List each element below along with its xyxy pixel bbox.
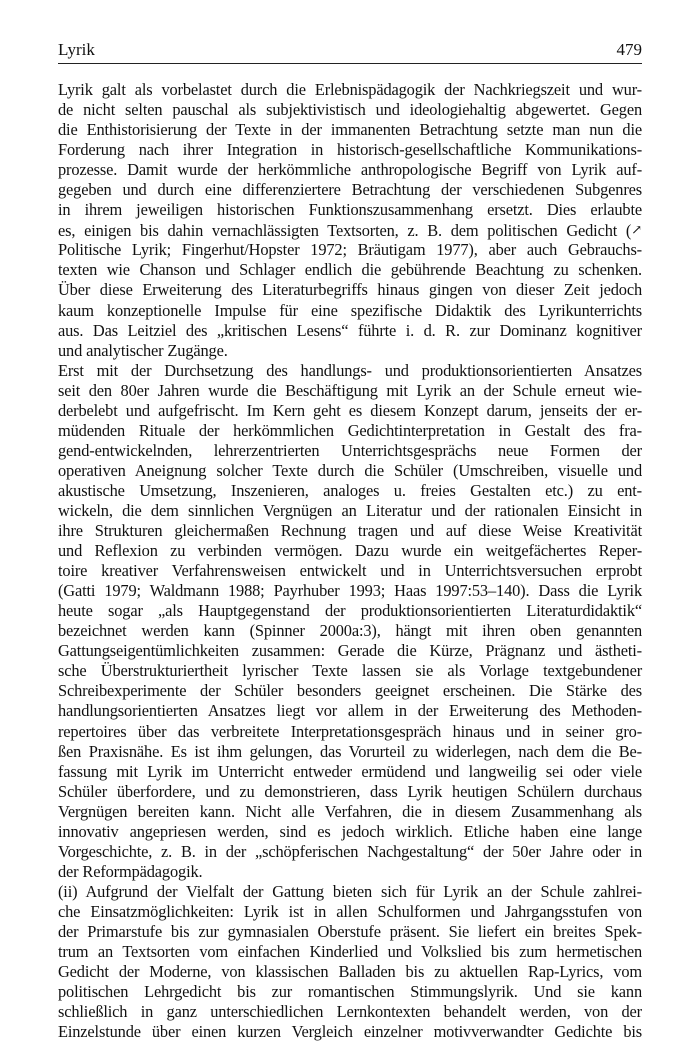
text-line	[58, 962, 642, 982]
line-text: schließlich in ganz unterschiedlichen Lernkontexten behandelt werden, von der	[58, 1002, 642, 1022]
text-line	[58, 882, 642, 902]
line-text: Erst mit der Durchsetzung des handlungs- und produktionsorientierten Ansatzes	[58, 360, 642, 380]
line-text: Über diese Erweiterung des Literaturbegriffs hinaus gingen von dieser Zeit jedoch	[58, 280, 642, 300]
line-text: der Reformpädagogik.	[58, 861, 203, 881]
line-text: heute sogar „als Hauptgegenstand der produktionsorientierten Literaturdidaktik“	[58, 601, 642, 621]
line-text: seit den 80er Jahren wurde die Beschäftigung mit Lyrik an der Schule erneut wie-	[58, 380, 642, 400]
line-text: gend-entwickelnden, lehrerzentrierten Unterrichtsgesprächs neue Formen der	[58, 440, 642, 460]
line-text: handlungsorientierten Ansatzes liegt vor allem in der Erweiterung des Methoden-	[58, 701, 642, 721]
line-text: gegeben und durch eine differenziertere Betrachtung der verschiedenen Subgenres	[58, 180, 642, 200]
text-line	[58, 922, 642, 942]
line-text: ßen Praxisnähe. Es ist ihm gelungen, das Vorurteil zu widerlegen, nach dem die Be-	[58, 741, 642, 761]
text-line	[58, 1022, 642, 1042]
text-line	[58, 742, 642, 762]
text-line	[58, 701, 642, 721]
line-text: Politische Lyrik; Fingerhut/Hopster 1972; Bräutigam 1977), aber auch Gebrauchs-	[58, 240, 642, 260]
line-text: de nicht selten pauschal als subjektivistisch und ideologiehaltig abgewertet. Gegen	[58, 100, 642, 120]
text-line	[58, 321, 642, 341]
text-line	[58, 982, 642, 1002]
text-line	[58, 621, 642, 641]
body-text	[58, 80, 642, 1042]
line-text: kaum konzeptionelle Impulse für eine spezifische Didaktik des Lyrikunterrichts	[58, 300, 642, 320]
line-text: repertoires über das verbreitete Interpretationsgespräch hinaus und in seiner gro-	[58, 721, 642, 741]
text-line	[58, 541, 642, 561]
text-line	[58, 521, 642, 541]
text-line	[58, 762, 642, 782]
text-line	[58, 862, 642, 882]
book-page	[58, 40, 642, 1042]
line-text: ihre Strukturen gleichermaßen Rechnung tragen und auf diese Weise Kreativität	[58, 521, 642, 541]
text-line	[58, 341, 642, 361]
text-line	[58, 641, 642, 661]
text-line	[58, 180, 642, 200]
page-number: 479	[616, 40, 642, 59]
text-line	[58, 381, 642, 401]
line-text: Gattungseigentümlichkeiten zusammen: Gerade die Kürze, Prägnanz und ästheti-	[58, 641, 642, 661]
line-text: aus. Das Leitziel des „kritischen Lesens“ führte i. d. R. zur Dominanz kognitiver	[58, 320, 642, 340]
line-text: wickeln, die dem sinnlichen Vergnügen an Literatur und der rationalen Einsicht in	[58, 500, 642, 520]
text-line	[58, 802, 642, 822]
line-text: fassung mit Lyrik im Unterricht entweder ermüdend und langweilig sei oder viele	[58, 761, 642, 781]
line-text: es, einigen bis dahin vernachlässigten Textsorten, z. B. dem politischen Gedicht (	[58, 221, 632, 241]
text-line	[58, 301, 642, 321]
line-text: müdenden Rituale der herkömmlichen Gedichtinterpretation in Gestalt des fra-	[58, 420, 642, 440]
text-line	[58, 1002, 642, 1022]
line-text: Schüler überfordere, und zu demonstrieren, dass Lyrik heutigen Schülern durchaus	[58, 781, 642, 801]
line-text: und analytischer Zugänge.	[58, 340, 228, 360]
text-line	[58, 160, 642, 180]
line-text: derbelebt und aufgefrischt. Im Kern geht es diesem Konzept darum, jenseits der er-	[58, 400, 642, 420]
line-text: politischen Lehrgedicht bis zur romantischen Stimmungslyrik. Und sie kann	[58, 982, 642, 1002]
running-head	[58, 40, 642, 64]
line-text: innovativ angepriesen werden, sind es jedoch wirklich. Etliche haben eine lange	[58, 821, 642, 841]
line-text: Einzelstunde über einen kurzen Vergleich einzelner motivverwandter Gedichte bis	[58, 1022, 642, 1042]
line-text: toire kreativer Verfahrensweisen entwickelt und in Unterrichtsversuchen erprobt	[58, 561, 642, 581]
line-text: sche Überstrukturiertheit lyrischer Texte lassen sie als Vorlage textgebundener	[58, 661, 642, 681]
text-line	[58, 401, 642, 421]
text-line	[58, 421, 642, 441]
line-text: Schreibexperimente der Schüler besonders geeignet erscheinen. Die Stärke des	[58, 681, 642, 701]
text-line	[58, 280, 642, 300]
text-line	[58, 240, 642, 260]
text-line	[58, 441, 642, 461]
text-line	[58, 902, 642, 922]
line-text: Lyrik galt als vorbelastet durch die Erlebnispädagogik der Nachkriegszeit und wur-	[58, 80, 642, 99]
text-line	[58, 822, 642, 842]
line-text: und Reflexion zu verbinden vermögen. Dazu wurde ein weitgefächertes Reper-	[58, 541, 642, 561]
line-text: texten wie Chanson und Schlager endlich die gebührende Beachtung zu schenken.	[58, 260, 642, 280]
line-text: bezeichnet werden kann (Spinner 2000a:3), hängt mit ihren oben genannten	[58, 621, 642, 641]
line-text: Vorgeschichte, z. B. in der „schöpferischen Nachgestaltung“ der 50er Jahre oder in	[58, 841, 642, 861]
text-line	[58, 461, 642, 481]
text-line	[58, 220, 642, 240]
text-line	[58, 481, 642, 501]
line-text: che Einsatzmöglichkeiten: Lyrik ist in allen Schulformen und Jahrgangsstufen von	[58, 901, 642, 921]
line-text: in ihrem jeweiligen historischen Funktionszusammenhang ersetzt. Dies erlaubte	[58, 200, 642, 220]
text-line	[58, 200, 642, 220]
line-text: trum an Textsorten vom einfachen Kinderlied und Volkslied bis zum hermetischen	[58, 942, 642, 962]
line-text: der Primarstufe bis zur gymnasialen Oberstufe präsent. Sie liefert ein breites Spek-	[58, 921, 642, 941]
line-text: Vergnügen bereiten kann. Nicht alle Verfahren, die in diesem Zusammenhang als	[58, 801, 642, 821]
line-text: Forderung nach ihrer Integration in historisch-gesellschaftliche Kommunikations-	[58, 140, 642, 160]
text-line	[58, 361, 642, 381]
text-line	[58, 681, 642, 701]
text-line	[58, 601, 642, 621]
text-line	[58, 942, 642, 962]
line-text: die Enthistorisierung der Texte in der immanenten Betrachtung setzte man nun die	[58, 120, 642, 140]
line-text: akustische Umsetzung, Inszenieren, analoges u. freies Gestalten etc.) zu ent-	[58, 480, 642, 500]
text-line	[58, 842, 642, 862]
line-text: operativen Aneignung solcher Texte durch die Schüler (Umschreiben, visuelle und	[58, 460, 642, 480]
text-line	[58, 120, 642, 140]
text-line	[58, 722, 642, 742]
text-line	[58, 581, 642, 601]
text-line	[58, 782, 642, 802]
section-title: Lyrik	[58, 40, 95, 59]
line-text: (ii) Aufgrund der Vielfalt der Gattung bieten sich für Lyrik an der Schule zahlrei-	[58, 881, 642, 901]
text-line	[58, 80, 642, 100]
text-line	[58, 100, 642, 120]
line-text: Gedicht der Moderne, von klassischen Balladen bis zu aktuellen Rap-Lyrics, vom	[58, 962, 642, 982]
text-line	[58, 561, 642, 581]
line-text: prozesse. Damit wurde der herkömmliche anthropologische Begriff von Lyrik auf-	[58, 160, 642, 180]
text-line	[58, 140, 642, 160]
text-line	[58, 501, 642, 521]
text-line	[58, 260, 642, 280]
line-text: (Gatti 1979; Waldmann 1988; Payrhuber 1993; Haas 1997:53–140). Dass die Lyrik	[58, 581, 642, 601]
arrow-up-right-icon: ↗	[631, 222, 642, 238]
text-line	[58, 661, 642, 681]
